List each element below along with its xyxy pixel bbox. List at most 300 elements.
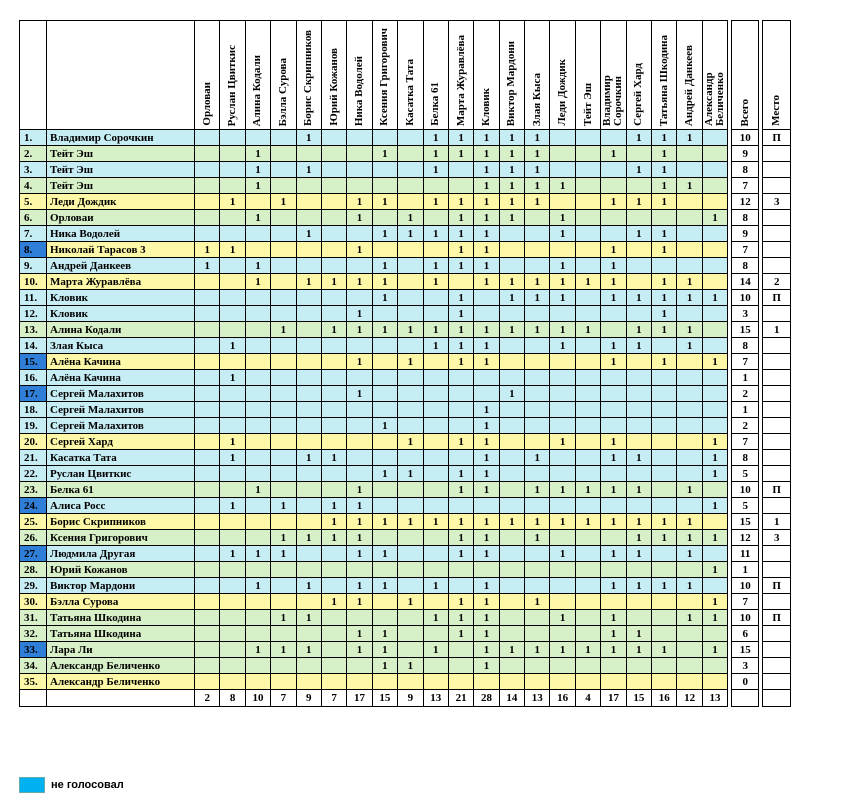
row-number: 17.: [20, 386, 47, 402]
vote-cell: [601, 498, 626, 514]
vote-cell: [474, 562, 499, 578]
vote-cell: 1: [347, 194, 372, 210]
column-header: [245, 21, 270, 130]
vote-cell: [652, 498, 677, 514]
vote-cell: [575, 466, 600, 482]
vote-cell: 1: [677, 290, 702, 306]
vote-cell: 1: [499, 146, 524, 162]
vote-cell: 1: [474, 482, 499, 498]
vote-cell: [296, 418, 321, 434]
vote-cell: 1: [601, 290, 626, 306]
vote-cell: [296, 210, 321, 226]
row-name: Алина Кодали: [47, 322, 195, 338]
vote-cell: 1: [347, 242, 372, 258]
vote-cell: 1: [652, 354, 677, 370]
row-place: [763, 418, 791, 434]
table-row: [20, 370, 791, 386]
vote-cell: [398, 194, 423, 210]
vote-cell: 1: [372, 626, 397, 642]
vote-cell: [575, 370, 600, 386]
row-total: 5: [732, 466, 759, 482]
vote-cell: 1: [423, 274, 448, 290]
column-header-label: Тейт Эш: [581, 82, 594, 126]
vote-cell: 1: [347, 578, 372, 594]
vote-cell: 1: [575, 514, 600, 530]
row-number: 13.: [20, 322, 47, 338]
row-total: 8: [732, 450, 759, 466]
vote-cell: 1: [626, 578, 651, 594]
vote-cell: [499, 498, 524, 514]
vote-cell: [702, 242, 727, 258]
vote-cell: [296, 594, 321, 610]
place-header-label: Место: [770, 95, 783, 126]
vote-cell: [702, 146, 727, 162]
vote-cell: 1: [220, 242, 245, 258]
vote-cell: [245, 418, 270, 434]
vote-cell: [195, 482, 220, 498]
vote-cell: [372, 482, 397, 498]
vote-cell: 1: [398, 434, 423, 450]
vote-cell: 1: [474, 130, 499, 146]
vote-cell: 1: [245, 146, 270, 162]
vote-cell: 1: [372, 418, 397, 434]
row-place: [763, 594, 791, 610]
vote-cell: [474, 370, 499, 386]
vote-cell: [321, 130, 346, 146]
row-place: П: [763, 578, 791, 594]
vote-cell: [499, 610, 524, 626]
row-number: 4.: [20, 178, 47, 194]
vote-cell: 1: [474, 658, 499, 674]
vote-cell: [525, 210, 550, 226]
vote-cell: 1: [677, 322, 702, 338]
vote-cell: [677, 370, 702, 386]
total-header-label: Всего: [738, 98, 751, 126]
vote-cell: 1: [652, 130, 677, 146]
table-row: [20, 386, 791, 402]
row-name: Борис Скрипников: [47, 514, 195, 530]
vote-cell: [601, 226, 626, 242]
vote-cell: [321, 610, 346, 626]
vote-cell: [652, 466, 677, 482]
vote-cell: [677, 226, 702, 242]
vote-cell: 1: [423, 514, 448, 530]
vote-cell: [525, 546, 550, 562]
row-total: 10: [732, 290, 759, 306]
vote-cell: [296, 306, 321, 322]
vote-cell: 1: [702, 562, 727, 578]
vote-cell: [677, 418, 702, 434]
column-total: 21: [448, 690, 473, 707]
vote-cell: [702, 370, 727, 386]
vote-cell: [321, 194, 346, 210]
vote-cell: [271, 290, 296, 306]
vote-cell: [677, 306, 702, 322]
vote-cell: [525, 498, 550, 514]
vote-cell: [702, 578, 727, 594]
vote-cell: [372, 610, 397, 626]
row-total: 8: [732, 338, 759, 354]
column-header-label: Бэлла Сурова: [276, 57, 289, 126]
vote-cell: [575, 530, 600, 546]
vote-cell: [195, 594, 220, 610]
vote-cell: [499, 546, 524, 562]
vote-cell: 1: [550, 226, 575, 242]
vote-cell: [677, 626, 702, 642]
table-row: [20, 594, 791, 610]
vote-cell: [195, 178, 220, 194]
vote-cell: [550, 418, 575, 434]
vote-cell: [296, 146, 321, 162]
vote-cell: [499, 658, 524, 674]
vote-cell: [626, 562, 651, 578]
vote-cell: 1: [296, 274, 321, 290]
table-row: [20, 290, 791, 306]
vote-cell: [220, 146, 245, 162]
vote-cell: [347, 178, 372, 194]
vote-cell: [347, 338, 372, 354]
vote-cell: [398, 674, 423, 690]
row-place: [763, 642, 791, 658]
vote-cell: 1: [474, 466, 499, 482]
vote-cell: [220, 466, 245, 482]
column-header-label: Леди Дождик: [556, 59, 569, 126]
vote-cell: [321, 546, 346, 562]
vote-cell: [550, 386, 575, 402]
vote-cell: [626, 658, 651, 674]
row-number: 34.: [20, 658, 47, 674]
vote-cell: [347, 146, 372, 162]
vote-cell: [321, 642, 346, 658]
vote-cell: [652, 402, 677, 418]
vote-cell: [398, 562, 423, 578]
row-name: Тейт Эш: [47, 178, 195, 194]
vote-cell: 1: [245, 578, 270, 594]
vote-cell: [626, 306, 651, 322]
row-place: [763, 450, 791, 466]
vote-cell: [245, 322, 270, 338]
vote-cell: 1: [550, 178, 575, 194]
table-row: [20, 402, 791, 418]
vote-cell: 1: [220, 546, 245, 562]
totals-blank: [732, 690, 759, 707]
vote-cell: [220, 562, 245, 578]
row-number: 22.: [20, 466, 47, 482]
vote-cell: [575, 162, 600, 178]
vote-cell: [271, 514, 296, 530]
column-header-label: Виктор Мардони: [505, 40, 518, 126]
row-number: 3.: [20, 162, 47, 178]
table-row: [20, 546, 791, 562]
vote-cell: 1: [525, 450, 550, 466]
legend: [19, 777, 124, 792]
vote-cell: [575, 546, 600, 562]
vote-cell: [423, 466, 448, 482]
vote-cell: [296, 658, 321, 674]
vote-cell: [601, 386, 626, 402]
vote-cell: [702, 658, 727, 674]
vote-cell: 1: [677, 482, 702, 498]
vote-cell: [652, 370, 677, 386]
row-total: 7: [732, 434, 759, 450]
vote-cell: 1: [626, 162, 651, 178]
vote-cell: [601, 370, 626, 386]
vote-cell: [220, 274, 245, 290]
vote-cell: 1: [220, 338, 245, 354]
vote-cell: 1: [550, 290, 575, 306]
vote-cell: [550, 370, 575, 386]
row-number: 1.: [20, 130, 47, 146]
vote-cell: [245, 626, 270, 642]
vote-cell: 1: [347, 514, 372, 530]
row-number: 9.: [20, 258, 47, 274]
vote-cell: [702, 546, 727, 562]
vote-cell: [271, 258, 296, 274]
vote-cell: [448, 498, 473, 514]
row-number: 29.: [20, 578, 47, 594]
column-header-label: Борис Скрипников: [302, 30, 315, 126]
column-header: [702, 21, 727, 130]
vote-cell: 1: [550, 514, 575, 530]
vote-cell: 1: [702, 450, 727, 466]
vote-cell: 1: [347, 642, 372, 658]
vote-cell: 1: [525, 194, 550, 210]
vote-cell: [575, 210, 600, 226]
vote-cell: [296, 674, 321, 690]
column-header: [474, 21, 499, 130]
vote-cell: [271, 178, 296, 194]
column-header-label: Татьяна Шкодина: [657, 34, 670, 126]
vote-cell: [398, 306, 423, 322]
column-header-label: Ника Водолей: [353, 55, 366, 126]
vote-cell: [499, 450, 524, 466]
vote-cell: [448, 642, 473, 658]
vote-cell: 1: [652, 178, 677, 194]
vote-cell: 1: [601, 434, 626, 450]
row-name: Кловик: [47, 306, 195, 322]
vote-cell: [423, 674, 448, 690]
table-row: [20, 450, 791, 466]
vote-cell: [423, 418, 448, 434]
vote-cell: [550, 146, 575, 162]
table-row: [20, 434, 791, 450]
vote-cell: [525, 578, 550, 594]
vote-cell: [220, 626, 245, 642]
vote-cell: [220, 306, 245, 322]
vote-cell: 1: [474, 418, 499, 434]
vote-cell: [220, 322, 245, 338]
row-place: [763, 386, 791, 402]
vote-cell: [550, 194, 575, 210]
row-total: 14: [732, 274, 759, 290]
vote-cell: 1: [550, 210, 575, 226]
vote-cell: 1: [702, 210, 727, 226]
vote-cell: 1: [601, 242, 626, 258]
vote-cell: [550, 450, 575, 466]
vote-cell: 1: [448, 226, 473, 242]
table-row: [20, 146, 791, 162]
row-total: 1: [732, 370, 759, 386]
vote-cell: 1: [626, 322, 651, 338]
row-total: 10: [732, 610, 759, 626]
vote-cell: 1: [601, 642, 626, 658]
vote-cell: [321, 466, 346, 482]
vote-cell: 1: [499, 322, 524, 338]
row-number: 24.: [20, 498, 47, 514]
vote-cell: [195, 338, 220, 354]
vote-cell: 1: [474, 274, 499, 290]
vote-cell: [601, 466, 626, 482]
row-total: 8: [732, 210, 759, 226]
vote-cell: [702, 194, 727, 210]
vote-cell: [626, 210, 651, 226]
column-header: [398, 21, 423, 130]
vote-cell: [245, 386, 270, 402]
vote-cell: 1: [652, 578, 677, 594]
vote-cell: [398, 626, 423, 642]
vote-cell: 1: [626, 642, 651, 658]
row-place: [763, 306, 791, 322]
vote-cell: [601, 658, 626, 674]
column-total: 9: [398, 690, 423, 707]
vote-cell: [448, 450, 473, 466]
row-place: [763, 242, 791, 258]
vote-cell: [220, 642, 245, 658]
vote-cell: [398, 418, 423, 434]
vote-cell: [601, 402, 626, 418]
vote-cell: [398, 642, 423, 658]
vote-cell: [321, 146, 346, 162]
table-row: [20, 514, 791, 530]
column-total: 12: [677, 690, 702, 707]
vote-cell: 1: [474, 514, 499, 530]
total-header: [732, 21, 759, 130]
vote-cell: [550, 578, 575, 594]
vote-cell: [626, 594, 651, 610]
vote-cell: [321, 290, 346, 306]
column-total: 17: [347, 690, 372, 707]
vote-cell: [499, 418, 524, 434]
vote-cell: [575, 354, 600, 370]
vote-cell: [702, 162, 727, 178]
vote-cell: [550, 626, 575, 642]
vote-cell: 1: [601, 610, 626, 626]
vote-cell: [652, 482, 677, 498]
column-header-label: Алина Кодали: [251, 54, 264, 126]
vote-cell: 1: [448, 514, 473, 530]
vote-cell: 1: [652, 194, 677, 210]
vote-cell: [296, 194, 321, 210]
vote-cell: [245, 194, 270, 210]
vote-cell: [271, 418, 296, 434]
vote-cell: [271, 434, 296, 450]
vote-cell: [525, 562, 550, 578]
vote-cell: [652, 338, 677, 354]
vote-cell: 1: [499, 178, 524, 194]
vote-cell: [525, 626, 550, 642]
vote-cell: 1: [347, 306, 372, 322]
vote-cell: 1: [575, 322, 600, 338]
vote-cell: 1: [474, 146, 499, 162]
vote-cell: [195, 514, 220, 530]
row-name: Марта Журавлёва: [47, 274, 195, 290]
vote-cell: [220, 578, 245, 594]
vote-cell: [550, 674, 575, 690]
row-number: 23.: [20, 482, 47, 498]
vote-cell: 1: [601, 546, 626, 562]
vote-cell: [575, 242, 600, 258]
column-header: [677, 21, 702, 130]
row-name: Лара Ли: [47, 642, 195, 658]
vote-cell: [550, 498, 575, 514]
vote-cell: [601, 178, 626, 194]
row-name: Бэлла Сурова: [47, 594, 195, 610]
vote-cell: 1: [372, 226, 397, 242]
vote-cell: 1: [474, 450, 499, 466]
vote-cell: 1: [372, 578, 397, 594]
vote-cell: [626, 610, 651, 626]
vote-cell: [296, 386, 321, 402]
vote-cell: [245, 290, 270, 306]
row-place: [763, 674, 791, 690]
row-name: Касатка Тата: [47, 450, 195, 466]
vote-cell: 1: [271, 642, 296, 658]
vote-cell: [499, 594, 524, 610]
vote-cell: [271, 482, 296, 498]
vote-cell: [195, 434, 220, 450]
row-number: 35.: [20, 674, 47, 690]
vote-cell: [271, 450, 296, 466]
vote-cell: [575, 402, 600, 418]
row-place: [763, 354, 791, 370]
vote-cell: [677, 450, 702, 466]
column-header-label: Марта Журавлёва: [454, 34, 467, 126]
vote-cell: 1: [499, 210, 524, 226]
vote-cell: [677, 562, 702, 578]
vote-cell: [499, 674, 524, 690]
vote-cell: [398, 402, 423, 418]
vote-cell: 1: [448, 322, 473, 338]
row-number: 8.: [20, 242, 47, 258]
column-header-label: Ксения Григорович: [378, 28, 391, 126]
vote-cell: 1: [702, 498, 727, 514]
vote-cell: 1: [271, 498, 296, 514]
vote-cell: 1: [626, 338, 651, 354]
vote-cell: [702, 178, 727, 194]
vote-cell: [398, 178, 423, 194]
vote-cell: 1: [499, 514, 524, 530]
row-total: 8: [732, 258, 759, 274]
vote-cell: [652, 562, 677, 578]
vote-cell: 1: [474, 210, 499, 226]
table-row: [20, 242, 791, 258]
vote-cell: 1: [677, 530, 702, 546]
vote-cell: 1: [448, 338, 473, 354]
row-total: 1: [732, 562, 759, 578]
vote-cell: [626, 674, 651, 690]
vote-cell: [296, 626, 321, 642]
vote-cell: [702, 482, 727, 498]
vote-cell: [423, 658, 448, 674]
vote-cell: [271, 306, 296, 322]
vote-cell: [575, 434, 600, 450]
vote-cell: [652, 434, 677, 450]
vote-cell: 1: [245, 274, 270, 290]
vote-cell: 1: [448, 290, 473, 306]
vote-cell: [652, 674, 677, 690]
vote-cell: [575, 562, 600, 578]
vote-cell: 1: [474, 434, 499, 450]
